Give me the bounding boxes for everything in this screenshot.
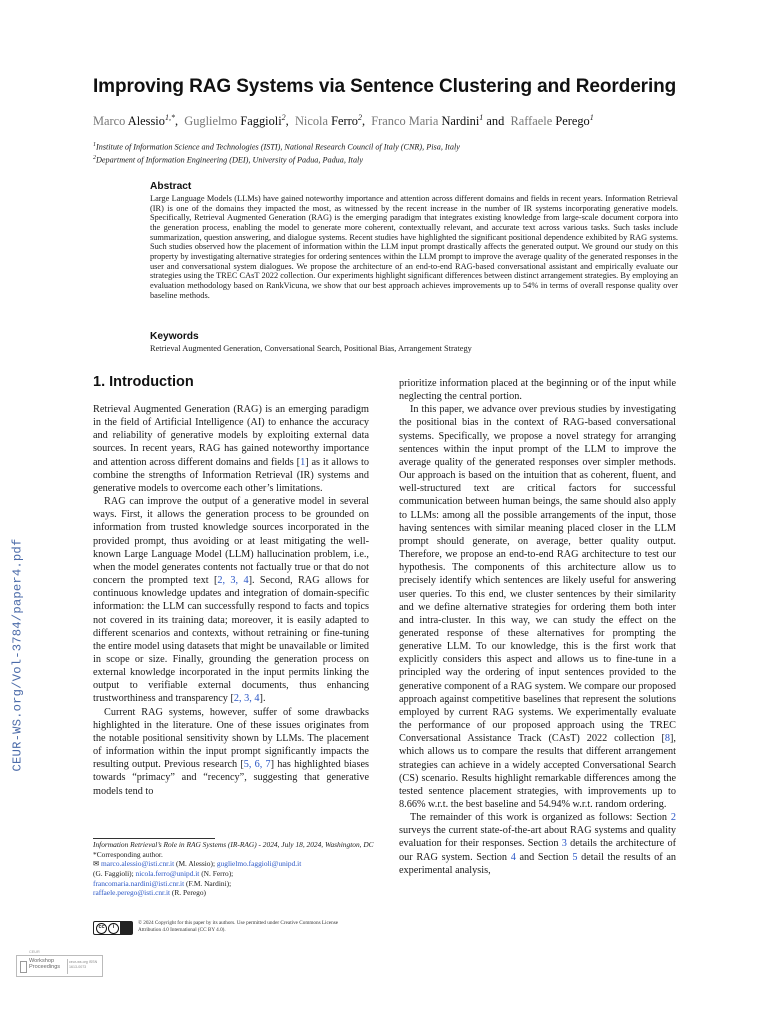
email-row xyxy=(93,869,375,879)
email-link[interactable]: marco.alessio@isti.cnr.it xyxy=(101,859,175,869)
email-link[interactable]: nicola.ferro@unipd.it xyxy=(135,868,200,878)
author-separator: , xyxy=(285,114,295,129)
author-first-name: Nicola xyxy=(294,114,332,129)
citation-link[interactable]: 8 xyxy=(664,733,671,745)
author-first-name: Guglielmo xyxy=(184,114,241,129)
author-affiliation-marker: 1 xyxy=(589,113,594,122)
license-line: © 2024 Copyright for this paper by its authors. Use permitted under Creative Commons License xyxy=(138,920,339,926)
author xyxy=(93,114,184,128)
author xyxy=(184,114,295,128)
citation-link[interactable]: 2, 3, 4 xyxy=(233,693,260,705)
author-last-name: Perego xyxy=(555,114,590,129)
author-last-name: Alessio xyxy=(127,114,165,129)
author-list xyxy=(93,110,713,129)
affiliation-text: Institute of Information Science and Technologies (ISTI), National Research Council of Italy (CNR), Pisa, Italy xyxy=(96,142,460,152)
corresponding-note: *Corresponding author. xyxy=(93,849,163,859)
logo-line: Workshop xyxy=(29,958,55,964)
footnotes xyxy=(93,840,375,898)
author-last-name: Nardini xyxy=(441,114,480,129)
email-owner: (M. Alessio); xyxy=(174,859,217,869)
paragraph: prioritize information placed at the beginning or of the input while neglecting the central portion. xyxy=(399,378,676,403)
email-owner: (R. Perego) xyxy=(170,888,206,898)
author-separator: , xyxy=(174,114,185,129)
email-owner: (F.M. Nardini); xyxy=(184,878,232,888)
cc-by-badge-icon: cc i xyxy=(93,921,133,935)
ceur-sidebar-stamp[interactable] xyxy=(3,540,31,770)
license-line: Attribution 4.0 International (CC BY 4.0). xyxy=(138,927,226,933)
email-row xyxy=(93,879,375,889)
author-affiliation-marker: 2 xyxy=(357,113,362,122)
paragraph: The remainder of this work is organized as follows: Section 2 surveys the current state-of-the-art about RAG systems and quality evaluation for their responses. Section 3 details the architecture of our RAG system. Section 4 and Section 5 detail the results of an experimental analysis, xyxy=(399,812,677,876)
logo-mark-icon xyxy=(20,961,27,973)
citation-link[interactable]: 2, 3, 4 xyxy=(217,575,249,587)
ceur-sidebar-link[interactable]: CEUR-WS.org/Vol-3784/paper4.pdf xyxy=(10,538,24,772)
affiliation-marker: 2 xyxy=(93,155,96,161)
citation-link[interactable]: 1 xyxy=(300,456,306,468)
paragraph: Current RAG systems, however, suffer of some drawbacks highlighted in the literature. One of these issues originates from the notable positional sensitivity shown by LLMs. The placement of information within the input prompt significantly impacts the resulting output. Previous research [5, 6, 7] has highlighted biases towards “primacy” and “recency”, suggesting that generative models tend to xyxy=(93,706,369,797)
affiliation-text: Department of Information Engineering (DEI), University of Padua, Padua, Italy xyxy=(96,155,363,165)
email-row xyxy=(93,888,375,898)
right-column xyxy=(399,377,676,877)
license-row xyxy=(93,920,383,936)
affiliation-2 xyxy=(93,153,653,166)
logo-top-text: CEUR xyxy=(29,950,40,954)
envelope-icon: ✉ xyxy=(93,859,102,869)
section-ref-link[interactable]: 3 xyxy=(561,838,567,850)
author-affiliation-marker: 2 xyxy=(281,113,286,122)
affiliation-marker: 1 xyxy=(93,142,96,148)
left-column xyxy=(93,403,369,798)
email-link[interactable]: raffaele.perego@isti.cnr.it xyxy=(93,888,171,898)
author-separator: , xyxy=(361,114,372,129)
author-separator: and xyxy=(483,114,511,129)
keywords-text: Retrieval Augmented Generation, Conversational Search, Positional Bias, Arrangement Strategy xyxy=(150,344,472,353)
venue-note: Information Retrieval’s Role in RAG Systems (IR-RAG) - 2024, July 18, 2024, Washington, DC xyxy=(93,840,374,849)
author xyxy=(371,114,510,128)
paragraph: In this paper, we advance over previous studies by investigating the positional bias in the context of RAG-based conversational systems. Specifically, we propose a novel strategy for arranging sentences within the input prompt of the LLM to improve the average quality of the generated responses over simpler methods. Our approach is based on the intuition that as coherent, fluent, and well-structured text are critical factors for successful communication between human beings, the same should also apply to LLMs: among all the possible arrangements of the input, those having sentences with similar meaning placed closer in the LLM prompt should generate, on average, better quality output. Therefore, we propose an end-to-end RAG architecture to test our hypothesis. The components of this architecture allow us to precisely identify which sentences are likely useful for answering user queries. To this end, we cluster sentences by their similarity and we define alternative strategies for ordering them both inter and intra-cluster. In this way, we can study the effect on the generated response of these alternatives for prompting the generative LLM. To our knowledge, this is the first work that explicitly considers this aspect and allows us to fine-tune in a principled way the ordering of input sentences provided to the generative component of a RAG system. We compare our proposed approach against competitive baselines that represent the solutions employed by current RAG systems. We experimentally evaluate the performance of our proposed approach using the TREC Conversational Assistance Track (CAsT) 2022 collection [8], which allows us to compare the results that different arrangement strategies can achieve in a widely accepted Conversational Search (CS) scenario. Results highlight remarkable differences among the tested sentence placement strategies, with improvements up to 8.66% w.r.t. the best baseline and 54.94% w.r.t. random ordering. xyxy=(399,404,676,810)
email-row xyxy=(93,859,375,869)
footnote-rule xyxy=(93,838,215,839)
logo-text xyxy=(29,958,60,970)
email-link[interactable]: francomaria.nardini@isti.cnr.it xyxy=(93,878,185,888)
abstract-text: Large Language Models (LLMs) have gained noteworthy importance and attention across different domains and fields in recent years. Information Retrieval (IR) is one of the domains they impacted the most, as witnessed by the recent increase in the number of IR systems incorporating generative models. Specifically, Retrieval Augmented Generation (RAG) is the emerging paradigm that integrates existing knowledge from large-scale document corpora into the generation process, enabling the model to generate more coherent, contextually relevant, and accurate text across various tasks. Such tasks include summarization, question answering, and dialogue systems. Recent studies have highlighted the significant positional dependence exhibited by RAG systems. Such studies observed how the placement of information within the LLM input prompt drastically affects the generated output. We ground our study on this property by investigating alternative strategies for ordering sentences within the LLM prompt to improve the average quality of the generated responses in the user and conversational system dialogues. We propose the architecture of an end-to-end RAG-based conversational assistant and empirically evaluate our strategies using the TREC CAsT 2022 collection. Our experiments highlight significant differences between distinct arrangement strategies. By employing an evaluation methodology based on RankVicuna, we show that our best approach achieves improvements up to 54% in terms of overall response quality over baseline methods. xyxy=(150,194,678,300)
logo-issn: ceur-ws.org ISSN 1613-0073 xyxy=(69,960,98,969)
paragraph: RAG can improve the output of a generative model in several ways. First, it allows the generation process to be grounded on information from trusted knowledge sources incorporated in the provided prompt, thus avoiding or at least mitigating the well-known Large Language Model (LLM) hallucination problem, i.e., when the model generates contents not factually true or that do not concern the prompted text [2, 3, 4]. Second, RAG allows for continuous knowledge updates and integration of domain-specific information: the LLM can successfully respond to facts and topics not covered in its training data; moreover, it is easily adapted to different scenarios and contexts, without retraining or fine-tuning the entire model using datasets that might be unavailable or limited in scope or size. Finally, grounding the generation process on external knowledge incorporated in the input permits linking the output to verifiable external documents, thus enhancing trustworthiness and transparency [2, 3, 4]. xyxy=(93,496,370,705)
logo-divider xyxy=(67,959,68,974)
section-ref-link[interactable]: 5 xyxy=(572,851,578,863)
section-ref-link[interactable]: 2 xyxy=(670,812,676,824)
email-owner: (G. Faggioli); xyxy=(93,868,136,878)
email-owner: (N. Ferro); xyxy=(199,868,234,878)
paper-title: Improving RAG Systems via Sentence Clustering and Reordering xyxy=(93,76,677,97)
license-text xyxy=(138,920,383,934)
author-affiliation-marker: 1,* xyxy=(164,113,175,122)
email-link[interactable]: guglielmo.faggioli@unipd.it xyxy=(216,859,302,869)
author xyxy=(510,114,593,128)
affiliation-1 xyxy=(93,140,653,153)
paragraph: Retrieval Augmented Generation (RAG) is an emerging paradigm in the field of Artificial Intelligence (AI) to enhance the accuracy and reliability of generative models by exploiting external data sources. In recent years, RAG has gained noteworthy importance and attention across different domains and fields [1] as it allows to combine the strengths of Information Retrieval (IR) systems and generative models to overcome each other’s limitations. xyxy=(93,404,369,494)
author-first-name: Franco Maria xyxy=(371,114,442,129)
ceur-workshop-logo xyxy=(16,950,103,977)
abstract-heading: Abstract xyxy=(150,181,192,192)
citation-link[interactable]: 5, 6, 7 xyxy=(243,759,271,771)
author xyxy=(295,114,371,128)
keywords-heading: Keywords xyxy=(150,331,199,342)
author-affiliation-marker: 1 xyxy=(479,113,484,122)
section-heading-introduction: 1. Introduction xyxy=(93,374,194,390)
logo-line: Proceedings xyxy=(29,964,61,971)
author-last-name: Ferro xyxy=(331,114,358,129)
author-last-name: Faggioli xyxy=(240,114,282,129)
section-ref-link[interactable]: 4 xyxy=(510,851,516,863)
author-first-name: Raffaele xyxy=(510,114,556,129)
author-first-name: Marco xyxy=(93,114,128,129)
